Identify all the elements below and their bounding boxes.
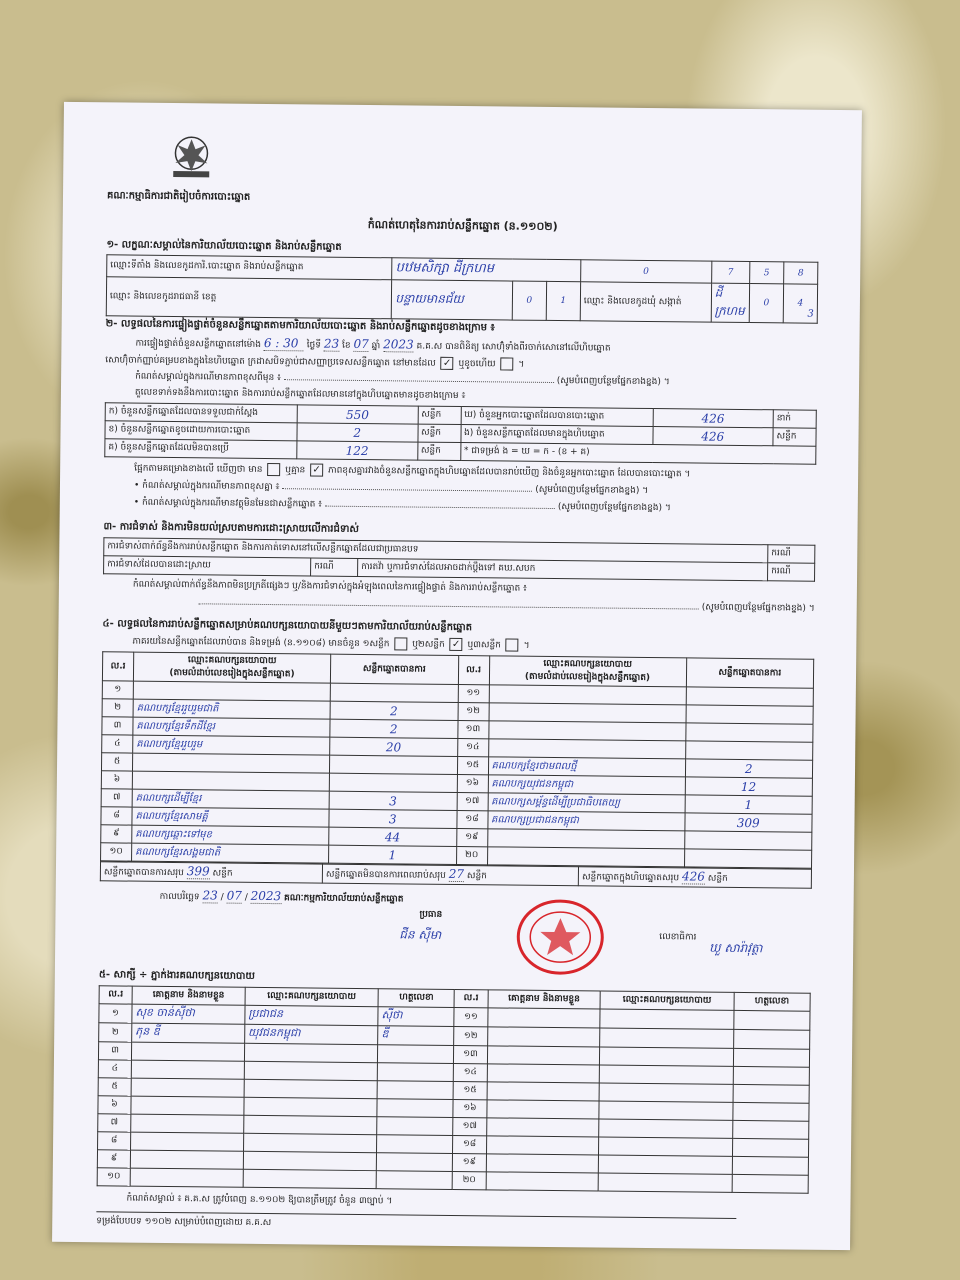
unit-label: សន្លឹក bbox=[466, 871, 487, 882]
party-votes: 20 bbox=[330, 737, 458, 756]
party-no: ១៩ bbox=[456, 829, 487, 847]
total-invalid bbox=[322, 864, 578, 886]
date-tail: គណៈកម្មការិយាល័យរាប់សន្លឹកឆ្នោត bbox=[284, 893, 404, 905]
checkbox-empty[interactable] bbox=[500, 357, 513, 370]
objection-table bbox=[103, 537, 815, 581]
party-name: គណបក្សខ្មែររួបរួម bbox=[133, 735, 330, 755]
province-value: បន្ទាយមានជ័យ bbox=[392, 280, 513, 320]
witness-name bbox=[131, 1078, 244, 1097]
witness-name bbox=[130, 1168, 243, 1187]
witness-name bbox=[486, 1118, 599, 1137]
col-no: ល.រ bbox=[102, 652, 133, 681]
witness-no: ១០ bbox=[97, 1168, 130, 1186]
section4-subtitle: ភាគរយនៃសន្លឹកឆ្នោតដែលរាប់បាន និងទម្រង់ (ន.១១០៨) មានចំនួន ១សន្លឹក ឬ២សន្លឹក ✓ ឬ៣សន្លឹក ។ bbox=[132, 636, 530, 651]
option-2-sheets: ឬ២សន្លឹក bbox=[412, 639, 445, 650]
party-no: ២ bbox=[102, 699, 133, 717]
witness-signature bbox=[377, 1099, 454, 1118]
fill-note: (សូមបំពេញបន្ថែមផ្នែកខាងខ្នង) ។ bbox=[701, 602, 815, 614]
party-name bbox=[488, 739, 685, 759]
party-votes: 44 bbox=[329, 827, 457, 846]
party-votes bbox=[686, 687, 814, 706]
witness-party: ប្រជាជន bbox=[245, 1005, 379, 1025]
witness-name bbox=[487, 1008, 600, 1028]
col-party-sub: (តាមលំដាប់លេខរៀងក្នុងសន្លឹកឆ្នោត) bbox=[524, 671, 651, 684]
witness-no: ៧ bbox=[98, 1114, 131, 1132]
figures-intro: តួលេខទាក់ទងនឹងការបោះឆ្នោត និងការរាប់សន្លឹកឆ្នោតដែលមាននៅក្នុងហិបឆ្នោតមានដូចខាងក្រោម ៖ bbox=[134, 387, 466, 402]
unit-label: សន្លឹក bbox=[417, 424, 460, 442]
inbox-label: ង) ចំនួនសន្លឹកឆ្នោតដែលមានក្នុងហិបឆ្នោត bbox=[460, 425, 652, 445]
witness-no: ៦ bbox=[98, 1096, 131, 1114]
checkbox-empty[interactable] bbox=[506, 639, 519, 652]
party-name: គណបក្សខ្មែរសង្គមជាតិ bbox=[132, 843, 329, 863]
witness-name bbox=[486, 1136, 599, 1155]
party-no: ១៤ bbox=[457, 739, 488, 757]
party-no: ១៣ bbox=[457, 721, 488, 739]
received-label: ក) ចំនួនសន្លឹកឆ្នោតដែលបានទទួលជាក់ស្តែង bbox=[105, 403, 297, 423]
witness-name bbox=[131, 1114, 244, 1133]
party-no: ១២ bbox=[458, 703, 489, 721]
emblem-icon bbox=[161, 131, 222, 184]
witness-name bbox=[130, 1150, 243, 1169]
objection-row2a: ការជំទាស់ដែលបានដោះស្រាយ bbox=[104, 556, 311, 576]
day-label: ថ្ងៃទី bbox=[306, 340, 322, 351]
witness-party bbox=[600, 1065, 733, 1084]
party-votes: 2 bbox=[330, 701, 458, 720]
damaged-label: ឬខូចហើយ bbox=[458, 358, 496, 370]
date-year: 2023 bbox=[250, 888, 282, 904]
party-name: គណបក្សខ្មែរទឹកដីខ្មែរ bbox=[133, 717, 330, 737]
total-box-value: 426 bbox=[681, 869, 706, 884]
witness-signature bbox=[733, 1029, 810, 1049]
witness-name bbox=[487, 1027, 600, 1047]
witness-party bbox=[600, 1009, 734, 1029]
witness-name bbox=[486, 1154, 599, 1173]
party-name bbox=[488, 721, 685, 741]
party-votes bbox=[330, 683, 458, 702]
commune-value: ដីក្រហម bbox=[711, 283, 750, 322]
party-name: គណបក្សដើម្បីខ្មែរ bbox=[132, 789, 329, 809]
party-votes: 3 bbox=[329, 791, 457, 810]
unit-label: សន្លឹក bbox=[773, 428, 816, 446]
party-votes: 309 bbox=[684, 813, 812, 832]
party-name bbox=[489, 703, 686, 723]
col-votes: សន្លឹកឆ្នោតបានការ bbox=[330, 654, 458, 684]
witness-name bbox=[486, 1100, 599, 1119]
province-code: 0 bbox=[512, 281, 546, 320]
witness-signature bbox=[378, 1045, 455, 1064]
witness-party bbox=[599, 1155, 732, 1174]
witness-no: ៤ bbox=[98, 1060, 131, 1078]
witness-no: ១២ bbox=[454, 1026, 487, 1045]
party-name: គណបក្សឆ្ពោះទៅមុខ bbox=[132, 825, 329, 845]
spoiled-value: 2 bbox=[297, 423, 418, 442]
witness-signature bbox=[732, 1102, 809, 1121]
witness-no: ២ bbox=[99, 1023, 132, 1042]
witness-party bbox=[244, 1079, 377, 1098]
voters-label: ឃ) ចំនួនអ្នកបោះឆ្នោតដែលបានបោះឆ្នោត bbox=[461, 407, 653, 427]
col-sign: ហត្ថលេខា bbox=[734, 992, 811, 1011]
verification-year: 2023 bbox=[383, 337, 414, 352]
witness-signature bbox=[733, 1066, 810, 1085]
col-name: គោត្តនាម និងនាមខ្លួន bbox=[488, 990, 601, 1009]
checkbox-checked[interactable]: ✓ bbox=[450, 638, 463, 651]
witness-party bbox=[243, 1133, 376, 1152]
objection-row1: ការជំទាស់ពាក់ព័ន្ធនឹងការរាប់សន្លឹកឆ្នោត និងការកាត់ទោសនៅលើសន្លឹកឆ្នោតដែលជាប្រធានបទ bbox=[104, 538, 768, 563]
party-votes bbox=[685, 723, 813, 742]
total-valid-value: 399 bbox=[186, 864, 210, 879]
witness-signature bbox=[732, 1174, 809, 1193]
witness-party bbox=[598, 1173, 731, 1192]
party-name bbox=[132, 753, 329, 773]
witness-table bbox=[97, 985, 811, 1193]
witness-signature bbox=[377, 1081, 454, 1100]
col-sign: ហត្ថលេខា bbox=[378, 989, 455, 1008]
case-label: ករណី bbox=[311, 558, 358, 576]
unit-label: សន្លឹក bbox=[418, 406, 461, 424]
col-party bbox=[489, 656, 686, 687]
formula-label: * ជាទម្រង់ ង = ឃ = ក - (ខ + គ) bbox=[460, 443, 816, 465]
checkbox-empty[interactable] bbox=[394, 637, 407, 650]
witness-no: ១ bbox=[99, 1004, 132, 1023]
witness-party bbox=[244, 1061, 377, 1080]
year-label: ឆ្នាំ bbox=[371, 341, 381, 352]
witness-signature bbox=[376, 1153, 453, 1172]
section4-title: ៤- លទ្ធផលនៃការរាប់សន្លឹកឆ្នោតសម្រាប់គណបក្សនយោបាយនីមួយៗតាមការិយាល័យរាប់សន្លឹកឆ្នោត bbox=[102, 618, 473, 634]
col-votes: សន្លឹកឆ្នោតបានការ bbox=[686, 658, 814, 688]
date-month: 07 bbox=[226, 888, 242, 903]
witness-no: ៨ bbox=[98, 1132, 131, 1150]
verification-text-b: គ.គ.ស បានពិនិត្យ សោហ៊ុំទាំងពីរចាក់សោនៅលើហិបឆ្នោត bbox=[416, 341, 611, 354]
witness-party bbox=[599, 1119, 732, 1138]
month-label: ខែ bbox=[341, 340, 351, 351]
section1-title: ១- លក្ខណៈសម្គាល់នៃការិយាល័យបោះឆ្នោត និងរាប់សន្លឹកឆ្នោត bbox=[106, 239, 342, 253]
date-day: 23 bbox=[202, 888, 218, 903]
witness-party bbox=[243, 1169, 376, 1188]
witness-party bbox=[599, 1083, 732, 1102]
spoiled-label: ខ) ចំនួនសន្លឹកឆ្នោតខូចដោយការបោះឆ្នោត bbox=[105, 421, 297, 441]
party-name: គណបក្សខ្មែរសាមគ្គី bbox=[132, 807, 329, 827]
witness-no: ១៤ bbox=[454, 1063, 487, 1081]
figures-table bbox=[104, 402, 817, 464]
party-no: ៨ bbox=[101, 807, 132, 825]
party-no: ៩ bbox=[101, 825, 132, 843]
footer-form: ទម្រង់បែបបទ ១១០២ សម្រាប់បំពេញដោយ គ.គ.ស bbox=[96, 1211, 736, 1235]
received-value: 550 bbox=[297, 405, 418, 424]
chair-label: ប្រធាន bbox=[419, 909, 443, 920]
witness-party: យុវជនកម្ពុជា bbox=[244, 1024, 378, 1044]
witness-signature bbox=[377, 1117, 454, 1136]
party-no: ១០ bbox=[101, 843, 132, 861]
unit-label: សន្លឹក bbox=[707, 873, 728, 884]
col-party-label: ឈ្មោះគណបក្សនយោបាយ bbox=[187, 655, 277, 667]
official-stamp-icon bbox=[514, 898, 607, 977]
witness-name bbox=[131, 1096, 244, 1115]
results-table bbox=[100, 651, 814, 868]
commune-code: 0 bbox=[749, 284, 783, 323]
unit-label: នាក់ bbox=[773, 410, 816, 428]
code-digit: 8 bbox=[784, 262, 818, 284]
col-party-sub: (តាមលំដាប់លេខរៀងក្នុងសន្លឹកឆ្នោត) bbox=[169, 667, 295, 680]
inbox-value: 426 bbox=[652, 427, 773, 446]
witness-no: ១៧ bbox=[453, 1117, 486, 1135]
party-no: ៦ bbox=[101, 771, 132, 789]
party-votes bbox=[329, 755, 457, 774]
irregularity-note: កំណត់សម្គាល់ពាក់ព័ន្ធនឹងភាពមិនប្រក្រតីផ្សេងៗ ឬ/និងការជំទាស់ក្នុងអំឡុងពេលនៃការផ្ទៀងផ្ទាត់ និងការរាប់សន្លឹកឆ្នោត ៖ bbox=[132, 579, 528, 594]
section4-subtitle-text: ភាគរយនៃសន្លឹកឆ្នោតដែលរាប់បាន និងទម្រង់ (ន.១១០៨) មានចំនួន ១សន្លឹក bbox=[132, 636, 390, 650]
witness-name bbox=[131, 1132, 244, 1151]
party-name bbox=[489, 685, 686, 705]
party-votes bbox=[329, 773, 457, 792]
party-name bbox=[487, 847, 684, 867]
witness-no: ២០ bbox=[453, 1171, 486, 1189]
compare-none-label: ឬគ្មាន bbox=[285, 465, 306, 476]
code-digit: 5 bbox=[750, 262, 784, 284]
party-name bbox=[132, 771, 329, 791]
total-box bbox=[578, 867, 811, 888]
party-name: គណបក្សសម្ព័ន្ធដើម្បីប្រជាធិបតេយ្យ bbox=[488, 793, 685, 813]
case-label: ករណី bbox=[768, 545, 815, 563]
witness-signature: ឌី bbox=[378, 1026, 455, 1046]
polling-station-value: បឋមសិក្សា ដីក្រហម bbox=[392, 258, 581, 282]
col-no: ល.រ bbox=[458, 656, 489, 685]
total-invalid-value: 27 bbox=[448, 866, 465, 882]
party-name bbox=[487, 829, 684, 849]
seal-line: សោហ៊ុំចាក់ញ្ញាប់គម្របខាងក្នុងនៃហិបឆ្នោត ក្រដាសបិទភ្ជាប់ជាសញ្ញាប្រទេសសន្លឹកឆ្នោត នៅមានដែល ✓ ឬខូចហើយ ។ bbox=[105, 355, 525, 370]
party-votes bbox=[685, 741, 813, 760]
witness-name: សុខ ចាន់ស៊ីថា bbox=[132, 1004, 245, 1024]
witness-signature bbox=[733, 1084, 810, 1103]
objection-row2b: ការតវ៉ា ឬការជំទាស់ដែលអាចដាក់ប្តឹងទៅ គឃ.សបក bbox=[358, 558, 768, 580]
witness-signature bbox=[733, 1010, 810, 1030]
witness-no: ១១ bbox=[454, 1007, 487, 1026]
fill-note: (សូមបំពេញបន្ថែមផ្នែកខាងខ្នង) ។ bbox=[535, 484, 649, 496]
witness-party bbox=[600, 1047, 733, 1066]
date-label: កាលបរិច្ឆេទ bbox=[159, 891, 200, 903]
witness-name bbox=[487, 1082, 600, 1101]
code-digit: 7 bbox=[711, 261, 750, 283]
total-valid-label: សន្លឹកឆ្នោតបានការសរុប bbox=[103, 867, 184, 879]
verification-day: 23 bbox=[323, 336, 340, 351]
checkbox-checked[interactable]: ✓ bbox=[441, 357, 454, 370]
col-party-label: ឈ្មោះគណបក្សនយោបាយ bbox=[543, 658, 632, 670]
irregularity-fill bbox=[103, 595, 815, 615]
witness-signature bbox=[732, 1120, 809, 1139]
unit-label: សន្លឹក bbox=[212, 868, 233, 879]
party-no: ៧ bbox=[101, 789, 132, 807]
witness-no: ១៣ bbox=[454, 1045, 487, 1063]
col-name: គោត្តនាម និងនាមខ្លួន bbox=[132, 986, 245, 1005]
chair-signature: ជីន ស៊ីមា bbox=[399, 927, 442, 942]
col-no: ល.រ bbox=[99, 986, 132, 1004]
col-party bbox=[133, 652, 330, 683]
party-votes: 3 bbox=[329, 809, 457, 828]
total-box-label: សន្លឹកឆ្នោតក្នុងហិបឆ្នោតសរុប bbox=[581, 872, 680, 884]
witness-name: ភុន ឌី bbox=[132, 1023, 245, 1043]
witness-name bbox=[487, 1046, 600, 1065]
witness-no: ៣ bbox=[98, 1042, 131, 1060]
witness-no: ៩ bbox=[97, 1150, 130, 1168]
option-3-sheets: ឬ៣សន្លឹក bbox=[467, 640, 501, 651]
witness-no: ១៩ bbox=[453, 1153, 486, 1171]
note2-text: • កំណត់សម្គាល់ក្នុងករណីមានភាពខុសគ្នា ៖ bbox=[133, 480, 280, 493]
document-page bbox=[52, 102, 862, 1250]
witness-signature bbox=[732, 1138, 809, 1157]
verification-time: 6 : 30 bbox=[264, 336, 304, 351]
witness-party bbox=[243, 1151, 376, 1170]
col-no: ល.រ bbox=[454, 989, 487, 1007]
witness-name bbox=[131, 1042, 244, 1061]
party-no: ១១ bbox=[458, 685, 489, 703]
witness-signature bbox=[376, 1171, 453, 1190]
section3-title: ៣- ការជំទាស់ និងការមិនយល់ស្របតាមការដោះស្រាយលើការជំទាស់ bbox=[103, 521, 359, 535]
commune-code-last: 3 bbox=[807, 308, 814, 320]
witness-signature bbox=[733, 1048, 810, 1067]
footer-note: កំណត់សម្គាល់ ៖ គ.គ.ស ត្រូវបំពេញ ន.១១០២ ឱ្យបានត្រឹមត្រូវ ចំនួន ៣ច្បាប់ ។ bbox=[126, 1193, 393, 1207]
witness-name bbox=[487, 1064, 600, 1083]
fill-note: (សូមបំពេញបន្ថែមផ្នែកខាងខ្នង) ។ bbox=[557, 502, 671, 514]
province-code: 1 bbox=[546, 281, 580, 320]
checkbox-checked[interactable]: ✓ bbox=[310, 463, 323, 476]
unused-label: គ) ចំនួនសន្លឹកឆ្នោតដែលមិនបានប្រើ bbox=[105, 439, 297, 459]
note3-line bbox=[104, 496, 816, 516]
party-name: គណបក្សខ្មែររួបរួមជាតិ bbox=[133, 699, 330, 719]
witness-signature bbox=[732, 1156, 809, 1175]
voters-value: 426 bbox=[653, 409, 774, 428]
section5-title: ៥- សាក្សី ÷ ភ្នាក់ងារគណបក្សនយោបាយ bbox=[98, 969, 256, 982]
total-valid bbox=[100, 862, 322, 883]
party-name: គណបក្សយុវជនកម្ពុជា bbox=[488, 775, 685, 795]
party-votes bbox=[684, 831, 812, 850]
witness-party bbox=[600, 1028, 734, 1048]
party-votes bbox=[684, 849, 812, 868]
witness-party bbox=[244, 1043, 377, 1062]
party-no: ២០ bbox=[456, 847, 487, 865]
party-votes: 1 bbox=[685, 795, 813, 814]
polling-station-label: ឈ្មោះទីតាំង និងលេខកូដការិ.បោះឆ្នោត និងរាប់សន្លឹកឆ្នោត bbox=[107, 255, 393, 280]
witness-party bbox=[599, 1101, 732, 1120]
verification-month: 07 bbox=[353, 336, 369, 352]
party-no: ៣ bbox=[102, 717, 133, 735]
witness-name bbox=[486, 1172, 599, 1191]
verification-text: ការផ្ទៀងផ្ទាត់ចំនួនសន្លឹកឆ្នោតនៅម៉ោង bbox=[135, 338, 262, 350]
total-invalid-label: សន្លឹកឆ្នោតមិនបានការពេលរាប់សរុប bbox=[325, 869, 446, 881]
party-name: គណបក្សប្រជាជនកម្ពុជា bbox=[487, 811, 684, 831]
commune-code: 4 bbox=[783, 284, 817, 323]
party-votes bbox=[686, 705, 814, 724]
case-label: ករណី bbox=[768, 563, 815, 581]
committee-name: គណៈកម្មាធិការជាតិរៀបចំការបោះឆ្នោត bbox=[106, 190, 251, 203]
party-no: ១៦ bbox=[457, 775, 488, 793]
party-votes: 2 bbox=[685, 759, 813, 778]
party-votes: 1 bbox=[329, 845, 457, 864]
party-no: ៥ bbox=[101, 753, 132, 771]
date-line: កាលបរិច្ឆេទ 23 / 07 / 2023 គណៈកម្មការិយាល័យរាប់សន្លឹកឆ្នោត bbox=[159, 888, 404, 905]
witness-signature bbox=[377, 1135, 454, 1154]
witness-no: ៥ bbox=[98, 1078, 131, 1096]
party-no: ១៧ bbox=[457, 793, 488, 811]
signature-area bbox=[99, 903, 812, 972]
secretary-label: លេខាធិការ bbox=[659, 932, 697, 943]
col-party: ឈ្មោះគណបក្សនយោបាយ bbox=[245, 987, 378, 1006]
witness-signature: ស៊ីថា bbox=[378, 1007, 455, 1027]
party-votes: 2 bbox=[330, 719, 458, 738]
compare-text-b: ភាពខុសគ្នារវាងចំនួនសន្លឹកឆ្នោតក្នុងហិបឆ្នោតដែលបានរាប់ឃើញ និងចំនួនអ្នកបោះឆ្នោត ដែលបានបោះឆ្នោត ។ bbox=[327, 465, 691, 480]
commune-label: ឈ្មោះ និងលេខកូដឃុំ សង្កាត់ bbox=[580, 282, 711, 322]
witness-no: ១៨ bbox=[453, 1135, 486, 1153]
document-title: កំណត់ហេតុនៃការរាប់សន្លឹកឆ្នោត (ន.១១០២) bbox=[367, 218, 558, 234]
fill-note: (សូមបំពេញបន្ថែមផ្នែកខាងខ្នង) ។ bbox=[556, 376, 670, 388]
party-no: ១៨ bbox=[456, 811, 487, 829]
witness-signature bbox=[377, 1063, 454, 1082]
unit-label: សន្លឹក bbox=[417, 442, 460, 460]
witness-name bbox=[131, 1060, 244, 1079]
note1-text: កំណត់សម្គាល់ក្នុងករណីមានភាពខុសពីមុន ៖ bbox=[135, 371, 282, 384]
party-no: ១ bbox=[102, 681, 133, 699]
checkbox-empty[interactable] bbox=[267, 463, 280, 476]
witness-no: ១៥ bbox=[454, 1081, 487, 1099]
seal-text: សោហ៊ុំចាក់ញ្ញាប់គម្របខាងក្នុងនៃហិបឆ្នោត ក្រដាសបិទភ្ជាប់ជាសញ្ញាប្រទេសសន្លឹកឆ្នោត នៅមានដែល bbox=[105, 355, 436, 369]
party-no: ៤ bbox=[102, 735, 133, 753]
province-label: ឈ្មោះ និងលេខកូដរាជធានី ខេត្ត bbox=[106, 277, 392, 319]
code-digit: 0 bbox=[580, 260, 711, 283]
compare-text: ផ្អែកតាមគម្រោងខាងលើ ឃើញថា មាន bbox=[134, 463, 263, 475]
party-no: ១៥ bbox=[457, 757, 488, 775]
witness-party bbox=[244, 1115, 377, 1134]
witness-party bbox=[244, 1097, 377, 1116]
party-name bbox=[133, 681, 330, 701]
unused-value: 122 bbox=[297, 441, 418, 460]
note3-text: • កំណត់សម្គាល់ក្នុងករណីមានវត្ថុមិនមែនជាសន្លឹកឆ្នោត ៖ bbox=[133, 497, 323, 510]
section2-title: ២- លទ្ធផលនៃការផ្ទៀងផ្ទាត់ចំនួនសន្លឹកឆ្នោតតាមការិយាល័យបោះឆ្នោត និងរាប់សន្លឹកឆ្នោតដូចខាងក្រោម ៖ bbox=[105, 318, 495, 334]
col-party: ឈ្មោះគណបក្សនយោបាយ bbox=[600, 991, 733, 1010]
witness-party bbox=[599, 1137, 732, 1156]
party-name: គណបក្សខ្មែរថាមពលថ្មី bbox=[488, 757, 685, 777]
party-votes: 12 bbox=[685, 777, 813, 796]
witness-no: ១៦ bbox=[453, 1099, 486, 1117]
secretary-signature: ឃួ សារ៉ាវុត្ថា bbox=[709, 940, 763, 956]
